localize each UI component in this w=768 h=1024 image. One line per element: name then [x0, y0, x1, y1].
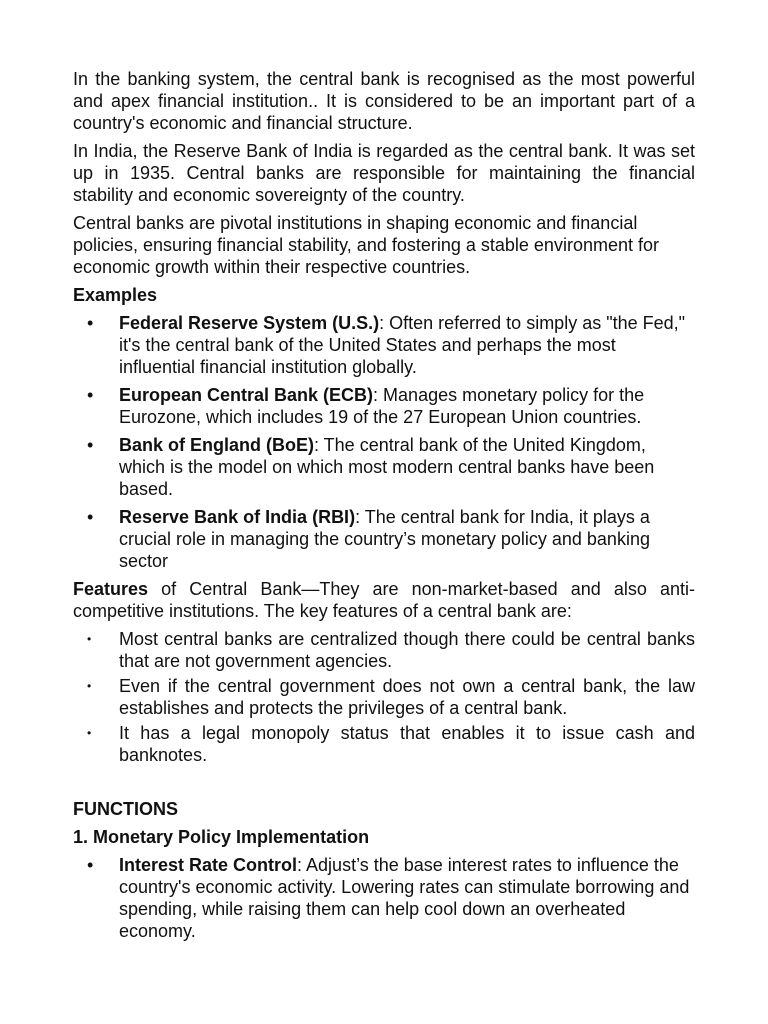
bullet-icon: • — [87, 726, 92, 740]
features-paragraph — [73, 578, 695, 622]
intro-paragraph-2: In India, the Reserve Bank of India is regarded as the central bank. It was set up in 1935. Central banks are responsible for maintaining the financial stability and economic sovereignty of the country. — [73, 141, 695, 205]
example-term: European Central Bank (ECB) — [119, 385, 374, 405]
example-text: : Often referred to simply as "the Fed," it's the central bank of the United States and perhaps the most influential financial institution globally. — [119, 313, 686, 377]
feature-text: Most central banks are centralized though there could be central banks that are not government agencies. — [119, 629, 695, 671]
list-item — [73, 628, 695, 672]
function-text: : Adjust’s the base interest rates to influence the country's economic activity. Lowering rates can stimulate borrowing and spending, while raising them can help cool down an overheated economy. — [119, 855, 690, 941]
bullet-icon: • — [87, 855, 94, 875]
intro-paragraph-3: Central banks are pivotal institutions in shaping economic and financial policies, ensuring financial stability, and fostering a stable environment for economic growth within their respective countries. — [73, 213, 659, 277]
bullet-icon: • — [87, 313, 94, 333]
document-page — [73, 68, 695, 948]
section-spacer — [73, 772, 695, 798]
features-term: Features — [73, 579, 149, 599]
bullet-icon: • — [87, 632, 92, 646]
list-item — [73, 312, 695, 378]
example-term: Federal Reserve System (U.S.) — [119, 313, 380, 333]
features-text: of Central Bank—They are non-market-based and also anti-competitive institutions. The key features of a central bank are: — [73, 579, 695, 621]
bullet-icon: • — [87, 385, 94, 405]
example-text: : Manages monetary policy for the Eurozone, which includes 19 of the 27 European Union countries. — [119, 385, 645, 427]
example-text: : The central bank of the United Kingdom, which is the model on which most modern central banks have been based. — [119, 435, 655, 499]
example-text: : The central bank for India, it plays a crucial role in managing the country’s monetary policy and banking sector — [119, 507, 650, 571]
examples-list — [73, 312, 695, 572]
features-list — [73, 628, 695, 766]
feature-text: Even if the central government does not own a central bank, the law establishes and protects the privileges of a central bank. — [119, 676, 695, 718]
list-item — [73, 722, 695, 766]
function-term: Interest Rate Control — [119, 855, 298, 875]
examples-heading: Examples — [73, 285, 158, 305]
list-item — [73, 384, 695, 428]
bullet-icon: • — [87, 435, 94, 455]
intro-paragraph-1: In the banking system, the central bank is recognised as the most powerful and apex financial institution.. It is considered to be an important part of a country's economic and financial structure. — [73, 69, 695, 133]
functions-list — [73, 854, 695, 942]
list-item — [73, 675, 695, 719]
feature-text: It has a legal monopoly status that enables it to issue cash and banknotes. — [119, 723, 695, 765]
bullet-icon: • — [87, 679, 92, 693]
example-term: Reserve Bank of India (RBI) — [119, 507, 356, 527]
list-item — [73, 506, 695, 572]
example-term: Bank of England (BoE) — [119, 435, 314, 455]
bullet-icon: • — [87, 507, 94, 527]
functions-heading: FUNCTIONS — [73, 799, 178, 819]
functions-subheading: 1. Monetary Policy Implementation — [73, 827, 370, 847]
list-item — [73, 854, 695, 942]
list-item — [73, 434, 695, 500]
